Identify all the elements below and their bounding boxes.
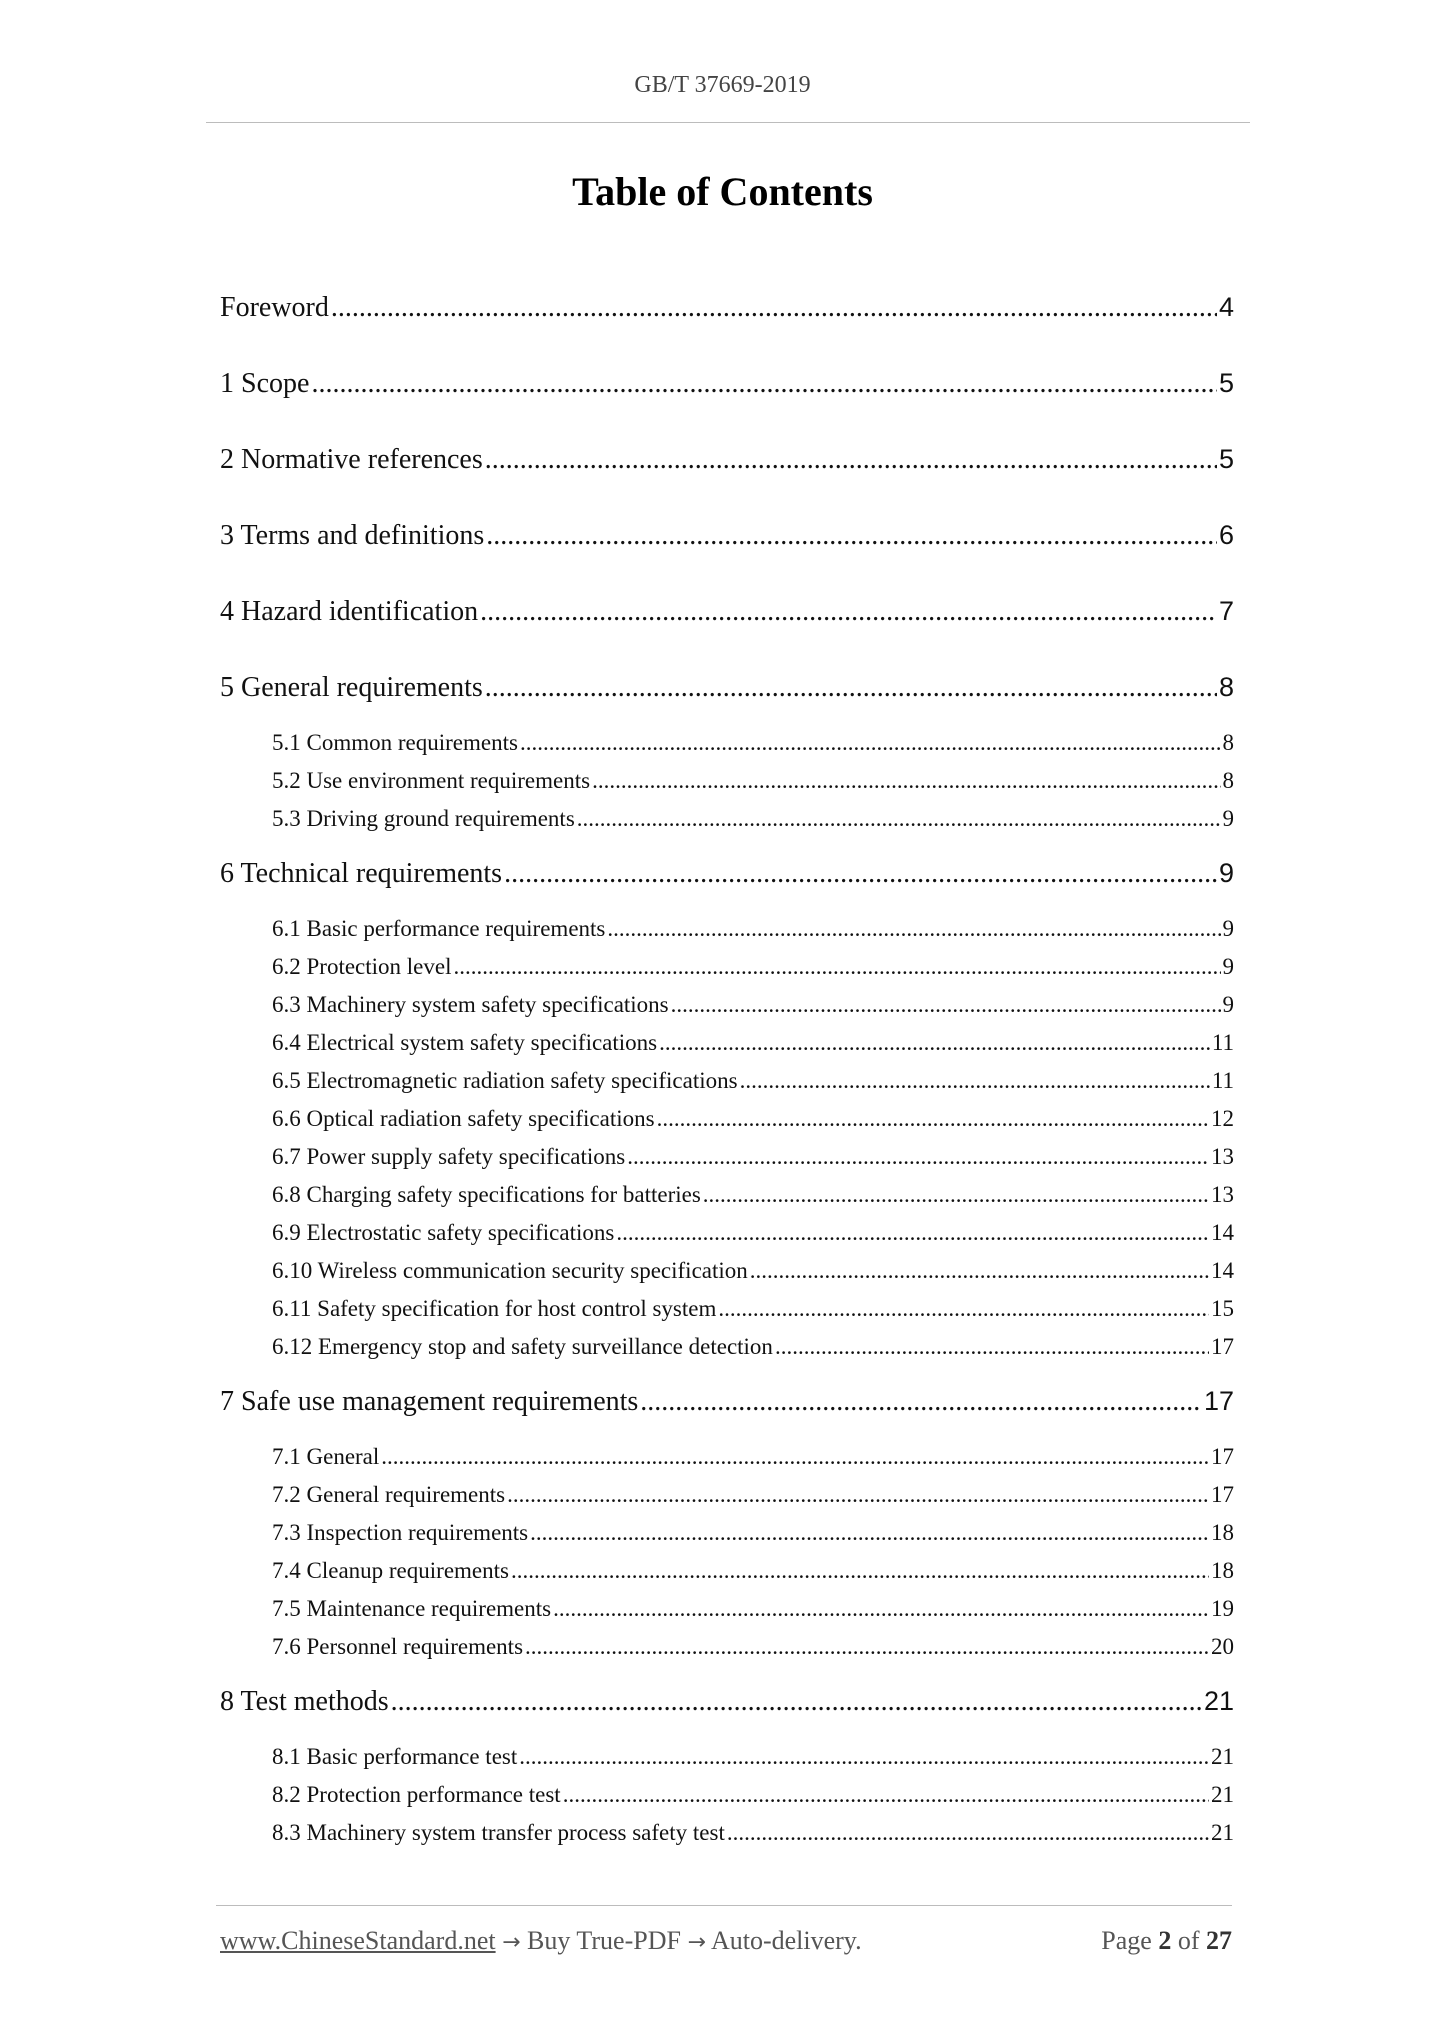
- toc-page-number: 4: [1218, 292, 1234, 322]
- toc-leader-dots: [718, 1296, 1209, 1322]
- toc-subentry[interactable]: [272, 1144, 1234, 1170]
- toc-leader-dots: [657, 1106, 1209, 1132]
- toc-entry-label: 5.1 Common requirements: [272, 730, 518, 755]
- toc-leader-dots: [525, 1634, 1209, 1660]
- toc-subentry[interactable]: [272, 1596, 1234, 1622]
- toc-leader-dots: [511, 1558, 1209, 1584]
- toc-entry-label: 7.2 General requirements: [272, 1482, 506, 1507]
- page-footer: [220, 1926, 1232, 1956]
- toc-page-number: 8: [1218, 672, 1234, 702]
- toc-page-number: 21: [1211, 1744, 1234, 1769]
- toc-page-number: 11: [1211, 1068, 1234, 1093]
- page-current: 2: [1158, 1926, 1172, 1955]
- toc-entry-label: 7.6 Personnel requirements: [272, 1634, 524, 1659]
- toc-subentry[interactable]: [272, 1220, 1234, 1246]
- toc-page-number: 9: [1218, 858, 1234, 888]
- toc-entry-label: 5.2 Use environment requirements: [272, 768, 591, 793]
- toc-entry-label: 6.9 Electrostatic safety specifications: [272, 1220, 615, 1245]
- toc-entry[interactable]: [220, 596, 1234, 628]
- buy-text: Buy True-PDF: [527, 1926, 681, 1955]
- running-header: GB/T 37669-2019: [634, 72, 811, 98]
- toc-subentry[interactable]: [272, 1820, 1234, 1846]
- toc-entry-label: 1 Scope: [220, 368, 310, 399]
- toc-entry-label: 6.8 Charging safety specifications for batteries: [272, 1182, 701, 1207]
- of-word: of: [1177, 1926, 1200, 1955]
- toc-entry-label: 6 Technical requirements: [220, 858, 503, 889]
- toc-entry-label: 6.1 Basic performance requirements: [272, 916, 606, 941]
- toc-entry-label: 4 Hazard identification: [220, 596, 479, 627]
- site-link[interactable]: www.ChineseStandard.net: [220, 1926, 496, 1955]
- toc-leader-dots: [659, 1030, 1210, 1056]
- toc-entry[interactable]: [220, 368, 1234, 400]
- toc-subentry[interactable]: [272, 730, 1234, 756]
- toc-page-number: 8: [1222, 768, 1234, 793]
- toc-entry-label: 7.1 General: [272, 1444, 380, 1469]
- toc-page-number: 21: [1203, 1686, 1234, 1716]
- toc-page-number: 9: [1222, 992, 1234, 1017]
- page-title: Table of Contents: [572, 169, 873, 214]
- toc-subentry[interactable]: [272, 1482, 1234, 1508]
- toc-leader-dots: [480, 596, 1217, 628]
- footer-promo: [220, 1926, 862, 1956]
- toc-subentry[interactable]: [272, 1558, 1234, 1584]
- page-word: Page: [1101, 1926, 1152, 1955]
- toc-leader-dots: [311, 368, 1217, 400]
- toc-leader-dots: [486, 520, 1217, 552]
- toc-page-number: 8: [1222, 730, 1234, 755]
- toc-subentry[interactable]: [272, 1634, 1234, 1660]
- toc-leader-dots: [607, 916, 1220, 942]
- toc-leader-dots: [391, 1686, 1202, 1718]
- toc-entry-label: 3 Terms and definitions: [220, 520, 485, 551]
- toc-subentry[interactable]: [272, 1334, 1234, 1360]
- toc-entry[interactable]: [220, 520, 1234, 552]
- toc-page-number: 9: [1222, 954, 1234, 979]
- toc-leader-dots: [530, 1520, 1209, 1546]
- toc-subentry[interactable]: [272, 1258, 1234, 1284]
- toc-entry-label: 7.5 Maintenance requirements: [272, 1596, 552, 1621]
- toc-subentry[interactable]: [272, 992, 1234, 1018]
- toc-page-number: 5: [1218, 444, 1234, 474]
- toc-page-number: 20: [1211, 1634, 1234, 1659]
- page-indicator: [1101, 1926, 1232, 1956]
- toc-leader-dots: [640, 1386, 1202, 1418]
- toc-leader-dots: [507, 1482, 1209, 1508]
- toc-leader-dots: [485, 444, 1217, 476]
- toc-subentry[interactable]: [272, 916, 1234, 942]
- toc-entry[interactable]: [220, 672, 1234, 704]
- toc-entry[interactable]: [220, 858, 1234, 890]
- toc-entry[interactable]: [220, 444, 1234, 476]
- toc-subentry[interactable]: [272, 954, 1234, 980]
- toc-page-number: 7: [1218, 596, 1234, 626]
- toc-page-number: 18: [1211, 1520, 1234, 1545]
- toc-entry-label: 5.3 Driving ground requirements: [272, 806, 575, 831]
- toc-leader-dots: [504, 858, 1217, 890]
- toc-entry-label: 6.6 Optical radiation safety specifications: [272, 1106, 655, 1131]
- toc-leader-dots: [485, 672, 1217, 704]
- toc-leader-dots: [519, 1744, 1209, 1770]
- footer-divider: [216, 1905, 1232, 1906]
- toc-page-number: 13: [1211, 1182, 1234, 1207]
- toc-page-number: 21: [1211, 1782, 1234, 1807]
- arrow-right-icon: →: [687, 1930, 706, 1955]
- toc-leader-dots: [775, 1334, 1209, 1360]
- toc-leader-dots: [616, 1220, 1209, 1246]
- toc-page-number: 6: [1218, 520, 1234, 550]
- toc-subentry[interactable]: [272, 1744, 1234, 1770]
- toc-entry-label: 2 Normative references: [220, 444, 483, 475]
- toc-entry[interactable]: [220, 1686, 1234, 1718]
- toc-entry-label: 8 Test methods: [220, 1686, 389, 1717]
- toc-entry-label: 6.12 Emergency stop and safety surveillance detection: [272, 1334, 773, 1359]
- toc-page-number: 11: [1211, 1030, 1234, 1055]
- toc-entry-label: 6.4 Electrical system safety specifications: [272, 1030, 658, 1055]
- toc-leader-dots: [454, 954, 1221, 980]
- toc-page-number: 14: [1211, 1220, 1234, 1245]
- toc-page-number: 18: [1211, 1558, 1234, 1583]
- toc-entry-label: 6.2 Protection level: [272, 954, 452, 979]
- toc-subentry[interactable]: [272, 1782, 1234, 1808]
- toc-leader-dots: [671, 992, 1221, 1018]
- toc-entry-label: 5 General requirements: [220, 672, 483, 703]
- toc-page-number: 17: [1203, 1386, 1234, 1416]
- toc-page-number: 17: [1211, 1444, 1234, 1469]
- toc-leader-dots: [727, 1820, 1209, 1846]
- toc-entry[interactable]: [220, 1386, 1234, 1418]
- toc-entry-label: 8.1 Basic performance test: [272, 1744, 518, 1769]
- toc-entry-label: 6.3 Machinery system safety specifications: [272, 992, 669, 1017]
- toc-entry-label: 7 Safe use management requirements: [220, 1386, 639, 1417]
- toc-subentry[interactable]: [272, 1106, 1234, 1132]
- toc-entry-label: 6.11 Safety specification for host control system: [272, 1296, 717, 1321]
- toc-entry-label: 7.4 Cleanup requirements: [272, 1558, 509, 1583]
- toc-page-number: 13: [1211, 1144, 1234, 1169]
- toc-entry-label: 6.7 Power supply safety specifications: [272, 1144, 626, 1169]
- toc-page-number: 12: [1211, 1106, 1234, 1131]
- toc-page-number: 17: [1211, 1482, 1234, 1507]
- toc-leader-dots: [592, 768, 1220, 794]
- toc-leader-dots: [520, 730, 1221, 756]
- toc-page-number: 19: [1211, 1596, 1234, 1621]
- toc-leader-dots: [381, 1444, 1209, 1470]
- toc-entry-label: 8.2 Protection performance test: [272, 1782, 561, 1807]
- toc-page-number: 5: [1218, 368, 1234, 398]
- toc-subentry[interactable]: [272, 1520, 1234, 1546]
- toc-entry-label: Foreword: [220, 292, 329, 323]
- toc-entry[interactable]: [220, 292, 1234, 324]
- toc-page-number: 17: [1211, 1334, 1234, 1359]
- toc-subentry[interactable]: [272, 1296, 1234, 1322]
- toc-leader-dots: [750, 1258, 1209, 1284]
- toc-subentry[interactable]: [272, 1444, 1234, 1470]
- toc-leader-dots: [563, 1782, 1209, 1808]
- toc-page-number: 9: [1222, 806, 1234, 831]
- toc-leader-dots: [627, 1144, 1209, 1170]
- toc-page-number: 21: [1211, 1820, 1234, 1845]
- toc-subentry[interactable]: [272, 1068, 1234, 1094]
- page-total: 27: [1206, 1926, 1232, 1955]
- toc-subentry[interactable]: [272, 1030, 1234, 1056]
- toc-page-number: 15: [1211, 1296, 1234, 1321]
- toc-entry-label: 6.10 Wireless communication security specification: [272, 1258, 748, 1283]
- toc-subentry[interactable]: [272, 1182, 1234, 1208]
- toc-leader-dots: [577, 806, 1221, 832]
- toc-leader-dots: [331, 292, 1217, 324]
- toc-leader-dots: [703, 1182, 1209, 1208]
- toc-entry-label: 7.3 Inspection requirements: [272, 1520, 529, 1545]
- toc-leader-dots: [740, 1068, 1210, 1094]
- header-divider: [206, 122, 1250, 123]
- toc-entry-label: 8.3 Machinery system transfer process safety test: [272, 1820, 725, 1845]
- toc-subentry[interactable]: [272, 768, 1234, 794]
- toc-leader-dots: [553, 1596, 1209, 1622]
- toc-page-number: 14: [1211, 1258, 1234, 1283]
- delivery-text: Auto-delivery.: [710, 1926, 862, 1955]
- toc-page-number: 9: [1222, 916, 1234, 941]
- arrow-right-icon: →: [502, 1930, 521, 1955]
- toc-entry-label: 6.5 Electromagnetic radiation safety specifications: [272, 1068, 738, 1093]
- toc-subentry[interactable]: [272, 806, 1234, 832]
